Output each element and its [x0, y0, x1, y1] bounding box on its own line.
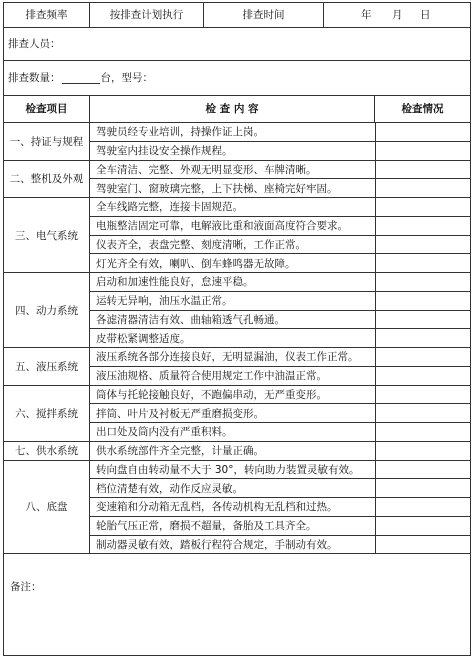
col-item: 检查项目: [25, 102, 68, 115]
check-result-cell[interactable]: [375, 423, 470, 441]
check-line: [89, 273, 470, 292]
check-line: [89, 161, 470, 180]
check-line: [89, 236, 470, 255]
column-header-row: [4, 96, 470, 123]
check-line: [89, 442, 470, 461]
check-content: 灯光齐全有效，喇叭、倒车蜂鸣器无故障。: [96, 257, 296, 270]
check-line: [89, 217, 470, 236]
check-result-cell[interactable]: [375, 311, 470, 329]
check-result-cell[interactable]: [375, 292, 470, 310]
freq-value: 按排查计划执行: [89, 3, 203, 27]
check-line: [89, 517, 470, 536]
quantity-row: [4, 61, 470, 96]
check-content: 供水系统部件齐全完整，计量正确。: [96, 445, 264, 458]
check-line: [89, 423, 470, 442]
check-item-label: 一、持证与规程: [4, 123, 89, 161]
check-content: 液压油规格、质量符合使用规定工作中油温正常。: [96, 370, 327, 383]
check-line: [89, 536, 470, 555]
check-result-cell[interactable]: [375, 142, 470, 160]
check-result-cell[interactable]: [375, 536, 470, 554]
quantity-blank: [62, 73, 100, 84]
freq-label: 排查频率: [25, 8, 68, 21]
col-content: 检 查 内 容: [89, 96, 374, 122]
check-line: [89, 123, 470, 142]
check-line: [89, 311, 470, 330]
quantity-cell: [4, 61, 470, 95]
check-content: 出口处及筒内没有严重积料。: [96, 426, 233, 439]
check-result-cell[interactable]: [375, 348, 470, 366]
check-result-cell[interactable]: [375, 442, 470, 460]
check-result-cell[interactable]: [375, 404, 470, 422]
check-item-label: 七、供水系统: [4, 442, 89, 461]
date-cell: [323, 3, 470, 27]
check-line: [89, 461, 470, 480]
col-result: 检查情况: [374, 96, 470, 122]
check-line: [89, 348, 470, 367]
check-result-cell[interactable]: [375, 179, 470, 197]
check-content: 驾驶室门、窗玻璃完整，上下扶梯、座椅完好牢固。: [96, 182, 338, 195]
notes-label: 备注：: [10, 581, 42, 593]
check-content: 全车线路完整，连接卡固规范。: [96, 201, 243, 214]
check-line: [89, 179, 470, 198]
check-content: 拌筒、叶片及衬板无严重磨损变形。: [96, 407, 264, 420]
check-line: [89, 292, 470, 311]
check-result-cell[interactable]: [375, 273, 470, 291]
header-row: [4, 3, 470, 28]
check-content: 驾驶员经专业培训，持操作证上岗。: [96, 126, 264, 139]
check-content: 变速箱和分动箱无乱档，各传动机构无乱档和过热。: [96, 501, 338, 514]
check-result-cell[interactable]: [375, 517, 470, 535]
check-content: 液压系统各部分连接良好，无明显漏油，仪表工作正常。: [96, 351, 359, 364]
time-label: 排查时间: [203, 3, 323, 27]
month-label: 月: [392, 8, 403, 21]
check-item-label: 二、整机及外观: [4, 161, 89, 199]
check-result-cell[interactable]: [375, 198, 470, 216]
check-result-cell[interactable]: [375, 236, 470, 254]
quantity-unit: 台，型号：: [100, 71, 153, 84]
check-item-label: 六、搅拌系统: [4, 386, 89, 442]
notes-row: [4, 573, 470, 655]
check-content: 仪表齐全，表盘完整、刻度清晰，工作正常。: [96, 238, 306, 251]
check-result-cell[interactable]: [375, 217, 470, 235]
check-content: 各滤清器清洁有效、曲轴箱透气孔畅通。: [96, 313, 285, 326]
inspection-form: [3, 2, 471, 656]
check-content: 皮带松紧调整适度。: [96, 332, 191, 345]
check-result-cell[interactable]: [375, 386, 470, 404]
check-result-cell[interactable]: [375, 461, 470, 479]
check-content: 筒体与托轮接触良好，不跑偏串动，无严重变形。: [96, 388, 327, 401]
inspector-row: [4, 28, 470, 61]
check-item-label: 三、电气系统: [4, 198, 89, 273]
check-content: 制动器灵敏有效，踏板行程符合规定，手制动有效。: [96, 538, 338, 551]
check-result-cell[interactable]: [375, 329, 470, 347]
check-content: 档位清楚有效，动作反应灵敏。: [96, 482, 243, 495]
check-item-label: 四、动力系统: [4, 273, 89, 348]
check-result-cell[interactable]: [375, 498, 470, 516]
check-result-cell[interactable]: [375, 161, 470, 179]
check-result-cell[interactable]: [375, 479, 470, 497]
check-item-label: 八、底盘: [4, 461, 89, 555]
quantity-label: 排查数量：: [8, 71, 61, 84]
check-line: [89, 367, 470, 386]
check-content: 启动和加速性能良好，怠速平稳。: [96, 276, 254, 289]
day-label: 日: [420, 8, 431, 21]
check-line: [89, 198, 470, 217]
check-line: [89, 479, 470, 498]
check-line: [89, 404, 470, 423]
check-content: 驾驶室内挂设安全操作规程。: [96, 145, 233, 158]
year-label: 年: [361, 8, 372, 21]
check-result-cell[interactable]: [375, 367, 470, 385]
check-line: [89, 498, 470, 517]
check-result-cell[interactable]: [375, 254, 470, 272]
check-line: [89, 254, 470, 273]
check-content: 转向盘自由转动量不大于 30°，转向助力装置灵敏有效。: [96, 463, 360, 476]
check-content: 运转无异响，油压水温正常。: [96, 295, 233, 308]
check-item-label: 五、液压系统: [4, 348, 89, 386]
check-result-cell[interactable]: [375, 123, 470, 141]
check-line: [89, 386, 470, 405]
inspector-label: 排查人员：: [8, 37, 61, 50]
check-line: [89, 142, 470, 161]
check-content: 电瓶整洁固定可靠，电解液比重和液面高度符合要求。: [96, 220, 348, 233]
check-line: [89, 329, 470, 348]
check-content: 全车清洁、完整、外观无明显变形、车牌清晰。: [96, 163, 317, 176]
check-content: 轮胎气压正常，磨损不超量，备胎及工具齐全。: [96, 520, 317, 533]
